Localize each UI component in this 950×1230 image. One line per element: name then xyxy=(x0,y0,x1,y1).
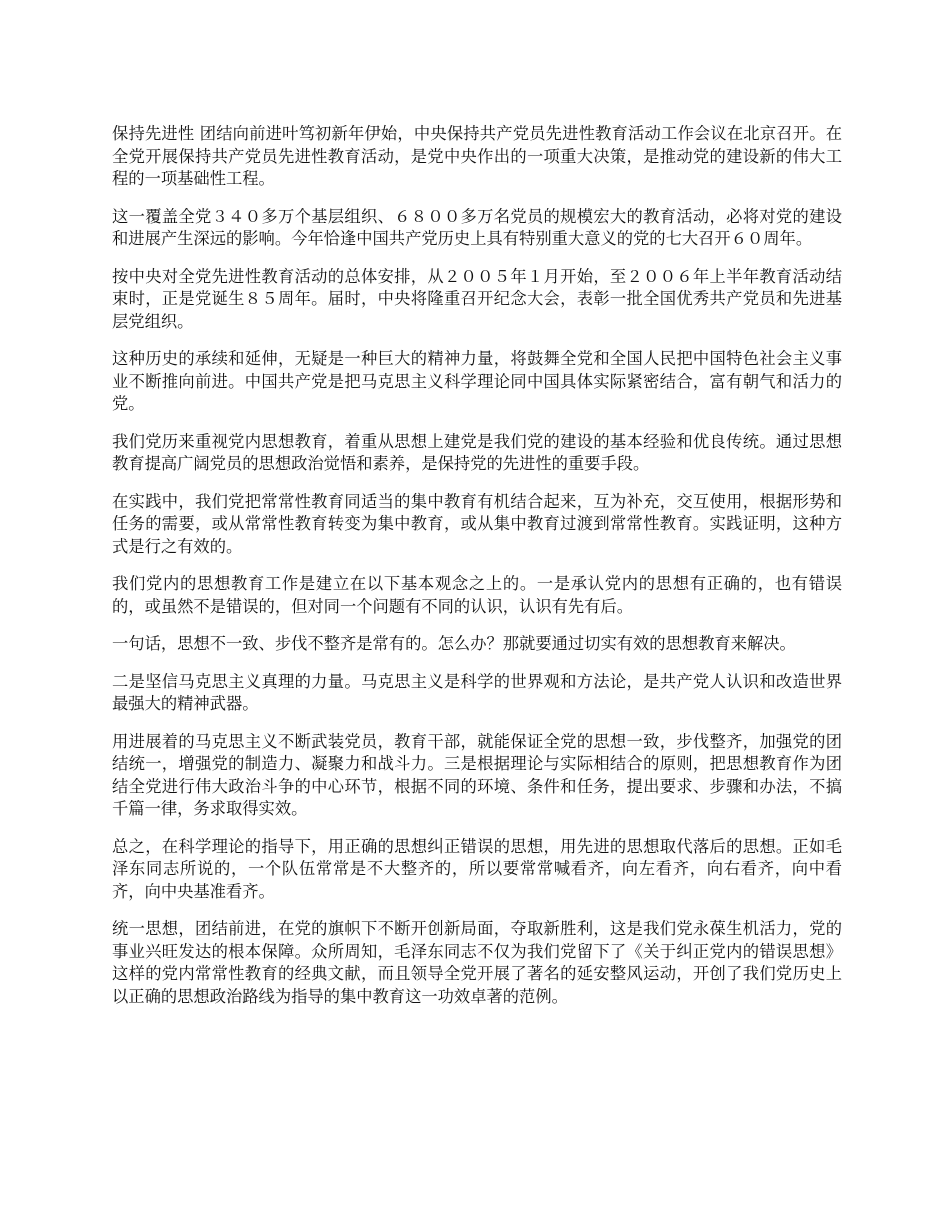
paragraph-4: 这种历史的承续和延伸，无疑是一种巨大的精神力量，将鼓舞全党和全国人民把中国特色社会主义事业不断推向前进。中国共产党是把马克思主义科学理论同中国具体实际紧密结合，富有朝气和活力的党。 xyxy=(112,349,842,413)
paragraph-3: 按中央对全党先进性教育活动的总体安排，从２００５年１月开始，至２００６年上半年教育活动结束时，正是党诞生８５周年。届时，中央将隆重召开纪念大会，表彰一批全国优秀共产党员和先进基层党组织。 xyxy=(112,266,842,331)
paragraph-2: 这一覆盖全党３４０多万个基层组织、６８００多万名党员的规模宏大的教育活动，必将对党的建设和进展产生深远的影响。今年恰逢中国共产党历史上具有特别重大意义的党的七大召开６０周年。 xyxy=(112,206,842,248)
paragraph-6: 在实践中，我们党把常常性教育同适当的集中教育有机结合起来，互为补充，交互使用，根据形势和任务的需要，或从常常性教育转变为集中教育，或从集中教育过渡到常常性教育。实践证明，这种方式是行之有效的。 xyxy=(112,491,842,556)
paragraph-8: 一句话，思想不一致、步伐不整齐是常有的。怎么办？那就要通过切实有效的思想教育来解决。 xyxy=(112,634,796,653)
paragraph-7: 我们党内的思想教育工作是建立在以下基本观念之上的。一是承认党内的思想有正确的，也有错误的，或虽然不是错误的，但对同一个问题有不同的认识，认识有先有后。 xyxy=(112,574,842,616)
paragraph-10: 用进展着的马克思主义不断武装党员，教育干部，就能保证全党的思想一致，步伐整齐，加强党的团结统一，增强党的制造力、凝聚力和战斗力。三是根据理论与实际相结合的原则，把思想教育作为团结全党进行伟大政治斗争的中心环节，根据不同的环境、条件和任务，提出要求、步骤和办法，不搞千篇一律，务求取得实效。 xyxy=(112,731,842,818)
paragraph-12: 统一思想，团结前进，在党的旗帜下不断开创新局面，夺取新胜利，这是我们党永葆生机活力，党的事业兴旺发达的根本保障。众所周知，毛泽东同志不仅为我们党留下了《关于纠正党内的错误思想》这样的党内常常性教育的经典文献，而且领导全党开展了著名的延安整风运动，开创了我们党历史上以正确的思想政治路线为指导的集中教育这一功效卓著的范例。 xyxy=(112,919,842,1006)
paragraph-5: 我们党历来重视党内思想教育，着重从思想上建党是我们党的建设的基本经验和优良传统。通过思想教育提高广阔党员的思想政治觉悟和素养，是保持党的先进性的重要手段。 xyxy=(112,431,842,473)
document-body xyxy=(112,123,842,1023)
paragraph-1: 保持先进性 团结向前进叶笃初新年伊始，中央保持共产党员先进性教育活动工作会议在北京召开。在全党开展保持共产党员先进性教育活动，是党中央作出的一项重大决策，是推动党的建设新的伟大工程的一项基础性工程。 xyxy=(112,124,842,188)
paragraph-11: 总之，在科学理论的指导下，用正确的思想纠正错误的思想，用先进的思想取代落后的思想。正如毛泽东同志所说的，一个队伍常常是不大整齐的，所以要常常喊看齐，向左看齐，向右看齐，向中看齐，向中央基准看齐。 xyxy=(112,836,842,901)
paragraph-9: 二是坚信马克思主义真理的力量。马克思主义是科学的世界观和方法论，是共产党人认识和改造世界最强大的精神武器。 xyxy=(112,671,842,713)
